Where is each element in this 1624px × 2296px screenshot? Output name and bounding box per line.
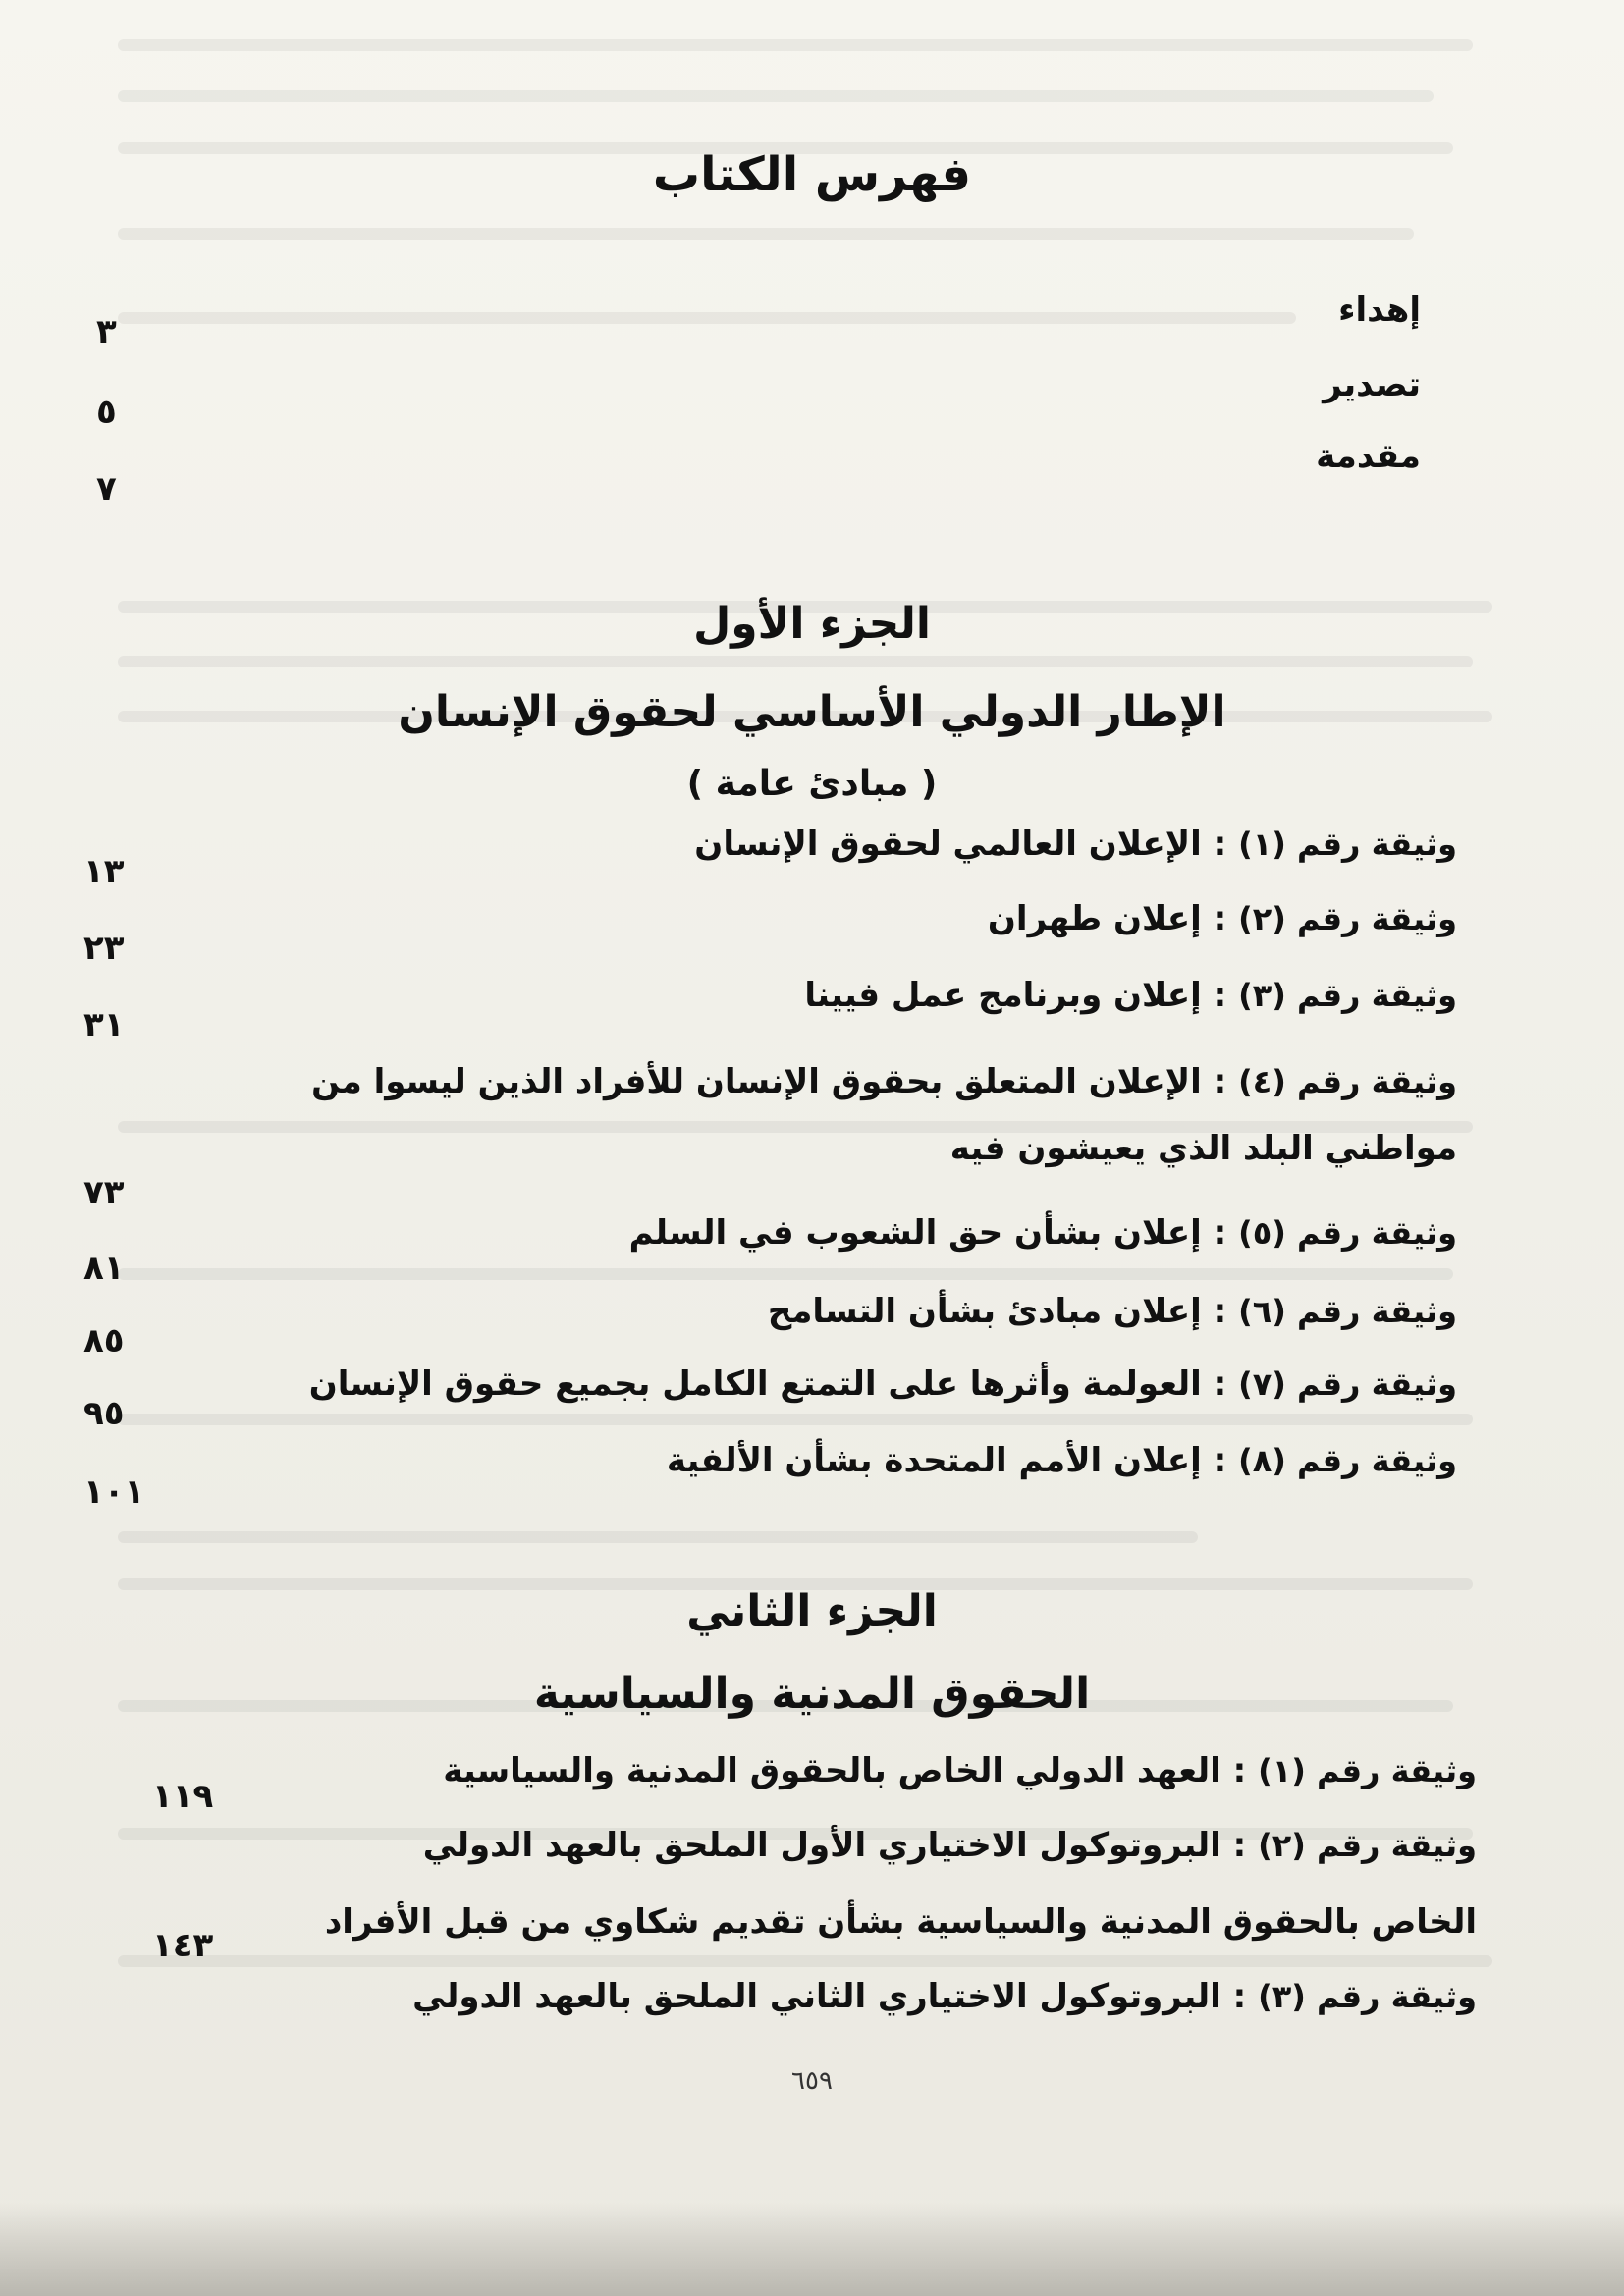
toc-entry: وثيقة رقم (١) : العهد الدولي الخاص بالحقوق المدنية والسياسية [443,1751,1477,1790]
document-title: العهد الدولي الخاص بالحقوق المدنية والسياسية [443,1751,1221,1790]
part2-subheading: الحقوق المدنية والسياسية [533,1669,1091,1719]
document-number: وثيقة رقم (٧) [1238,1365,1457,1403]
page-bottom-shadow [0,2203,1624,2296]
toc-entry: وثيقة رقم (٣) : إعلان وبرنامج عمل فيينا [804,976,1457,1015]
document-number: وثيقة رقم (٢) [1238,900,1457,937]
toc-page-number: ٨١ [83,1249,125,1288]
document-title: إعلان الأمم المتحدة بشأن الألفية [666,1441,1202,1480]
toc-page-number: ٢٣ [83,929,125,968]
toc-page-number: ٧٣ [83,1173,125,1212]
toc-entry: وثيقة رقم (٢) : البروتوكول الاختياري الأول الملحق بالعهد الدولي [422,1826,1477,1865]
part1-subheading: الإطار الدولي الأساسي لحقوق الإنسان [398,687,1226,737]
document-title: البروتوكول الاختياري الأول الملحق بالعهد الدولي [422,1826,1221,1865]
document-title: مواطني البلد الذي يعيشون فيه [949,1129,1457,1168]
bleed-through-line [118,1955,1492,1967]
toc-entry-continuation [249,1902,1477,1942]
bleed-through-line [118,1268,1453,1280]
toc-entry-dedication [832,291,1421,330]
document-number: وثيقة رقم (٨) [1238,1442,1457,1479]
bleed-through-line [118,90,1434,102]
toc-page-number: ١٠١ [83,1472,145,1512]
toc-page-number: ٧ [96,469,117,508]
document-title: العولمة وأثرها على التمتع الكامل بجميع حقوق الإنسان [308,1364,1202,1404]
document-number: وثيقة رقم (٣) [1258,1978,1477,2015]
document-number: وثيقة رقم (١) [1238,826,1457,863]
bleed-through-line [118,1414,1473,1425]
document-title: الإعلان المتعلق بحقوق الإنسان للأفراد الذين ليسوا من [311,1062,1202,1101]
toc-entry: وثيقة رقم (٧) : العولمة وأثرها على التمتع الكامل بجميع حقوق الإنسان [308,1364,1457,1404]
toc-page-number: ٥ [96,393,117,432]
toc-entry: وثيقة رقم (٦) : إعلان مبادئ بشأن التسامح [767,1292,1457,1331]
document-number: وثيقة رقم (٣) [1238,977,1457,1014]
document-number: وثيقة رقم (٤) [1238,1063,1457,1100]
toc-entry: وثيقة رقم (٤) : الإعلان المتعلق بحقوق الإنسان للأفراد الذين ليسوا من [311,1062,1457,1101]
bleed-through-line [118,228,1414,240]
document-title: إعلان بشأن حق الشعوب في السلم [628,1213,1202,1253]
toc-entry-label: مقدمة [1316,437,1421,476]
document-number: وثيقة رقم (٥) [1238,1214,1457,1252]
toc-entry-continuation [230,1129,1457,1168]
document-title: إعلان مبادئ بشأن التسامح [767,1292,1202,1331]
toc-entry: وثيقة رقم (٥) : إعلان بشأن حق الشعوب في السلم [628,1213,1457,1253]
toc-page-number: ١٣ [83,852,125,891]
document-title: الخاص بالحقوق المدنية والسياسية بشأن تقديم شكاوي من قبل الأفراد [324,1902,1477,1942]
bleed-through-line [118,1531,1198,1543]
part1-heading: الجزء الأول [693,599,931,649]
toc-entry: وثيقة رقم (٣) : البروتوكول الاختياري الثاني الملحق بالعهد الدولي [412,1977,1477,2016]
page-folio: ٦٥٩ [791,2066,833,2096]
part1-note: ( مبادئ عامة ) [686,764,938,804]
document-title: الإعلان العالمي لحقوق الإنسان [694,825,1202,864]
document-number: وثيقة رقم (٦) [1238,1293,1457,1330]
toc-page-number: ٨٥ [83,1321,125,1361]
toc-entry-label: إهداء [1338,291,1421,330]
toc-entry-foreword [832,365,1421,404]
toc-page-number: ١٤٣ [152,1926,214,1965]
toc-entry: وثيقة رقم (٨) : إعلان الأمم المتحدة بشأن الألفية [666,1441,1457,1480]
toc-entry-introduction [832,437,1421,476]
toc-page-number: ٣١ [83,1005,125,1044]
toc-page-number: ٩٥ [83,1394,125,1433]
toc-page-number: ٣ [96,312,117,351]
bleed-through-line [118,656,1473,667]
toc-entry-label: تصدير [1323,365,1421,404]
toc-entry: وثيقة رقم (١) : الإعلان العالمي لحقوق الإنسان [694,825,1457,864]
part2-heading: الجزء الثاني [686,1586,938,1636]
document-title: إعلان وبرنامج عمل فيينا [804,976,1202,1015]
document-number: وثيقة رقم (٢) [1258,1827,1477,1864]
document-title: البروتوكول الاختياري الثاني الملحق بالعهد الدولي [412,1977,1221,2016]
page-title: فهرس الكتاب [652,147,972,202]
document-title: إعلان طهران [987,899,1202,938]
bleed-through-line [118,39,1473,51]
toc-page-number: ١١٩ [152,1777,214,1816]
toc-entry: وثيقة رقم (٢) : إعلان طهران [987,899,1457,938]
document-number: وثيقة رقم (١) [1258,1752,1477,1789]
